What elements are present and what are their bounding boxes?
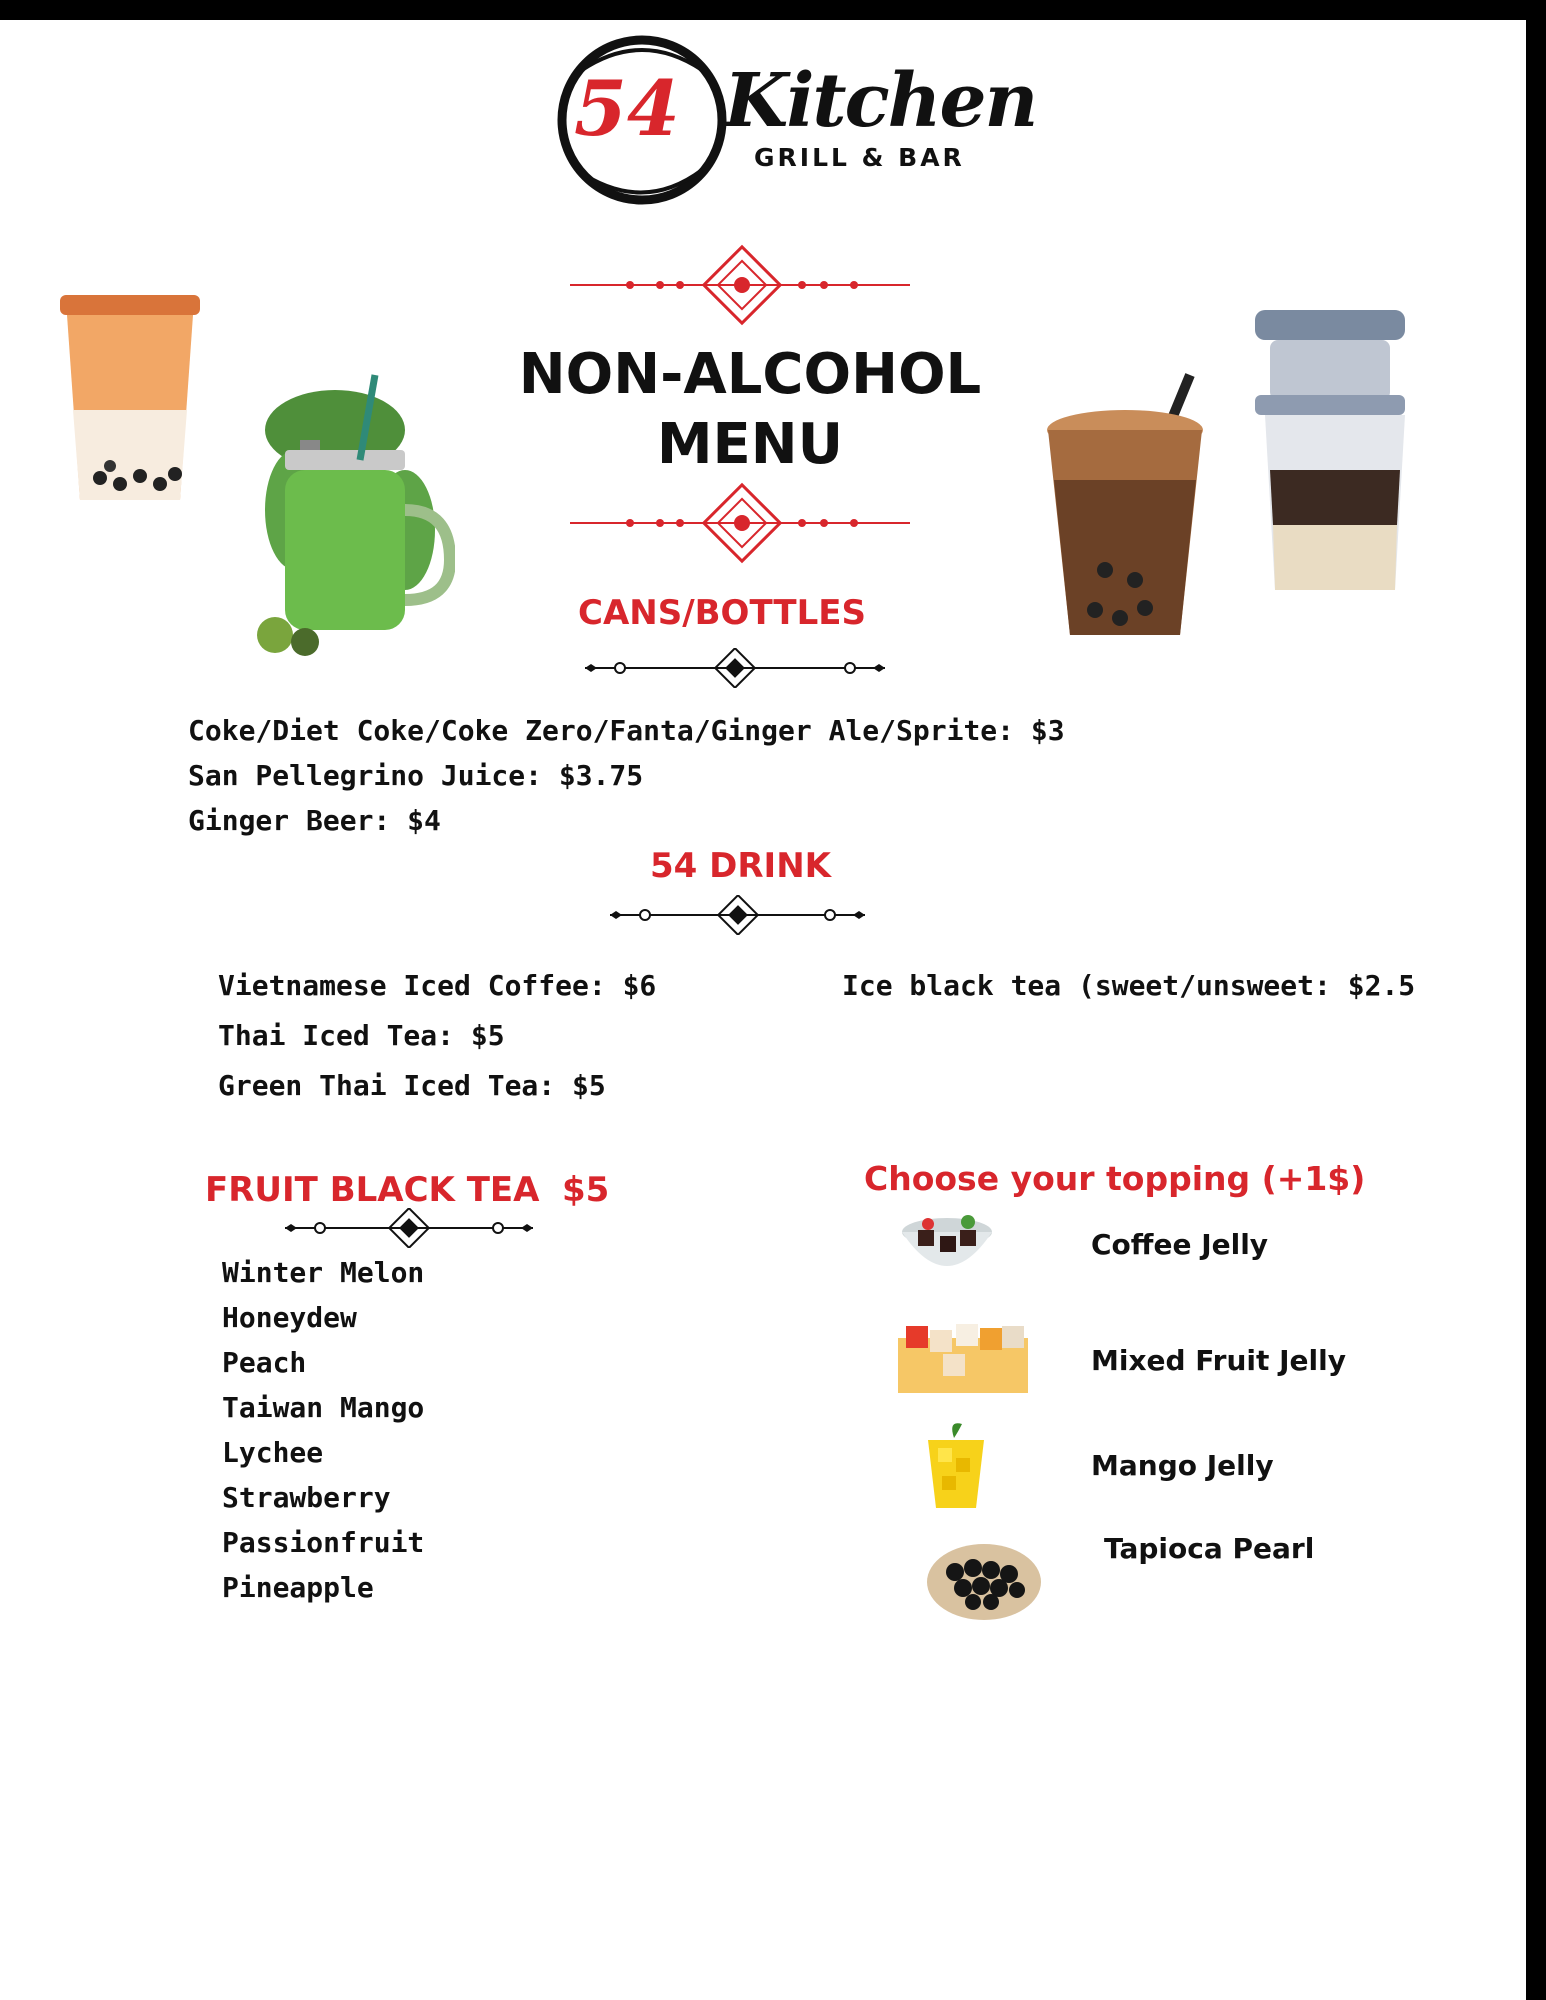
- logo: [552, 30, 1037, 210]
- mango-jelly-icon: [924, 1418, 988, 1514]
- cans-item: Coke/Diet Coke/Coke Zero/Fanta/Ginger Ale/Sprite: $3: [188, 714, 1065, 747]
- cans-item-list: [188, 708, 1065, 843]
- fruit-tea-item: Pineapple: [222, 1571, 374, 1604]
- ornament-divider-fruit-tea: [285, 1208, 533, 1248]
- page-frame-top: [0, 0, 1546, 20]
- topping-label: Tapioca Pearl: [1104, 1532, 1315, 1565]
- page-frame-right: [1526, 0, 1546, 2000]
- page-title-line2: MENU: [656, 412, 844, 477]
- section-heading-fruit-tea: FRUIT BLACK TEA: [205, 1170, 540, 1210]
- tapioca-pearl-icon: [925, 1532, 1043, 1624]
- fruit-tea-item: Lychee: [222, 1436, 324, 1469]
- cans-item: Ginger Beer: $4: [188, 804, 441, 837]
- fruit-tea-item: Taiwan Mango: [222, 1391, 425, 1424]
- coffee-jelly-icon: [898, 1210, 996, 1290]
- drink54-item: Green Thai Iced Tea: $5: [218, 1069, 606, 1102]
- logo-name: Kitchen: [724, 58, 1037, 144]
- fruit-tea-price: $5: [562, 1170, 610, 1210]
- drink54-item: Thai Iced Tea: $5: [218, 1019, 505, 1052]
- toppings-heading: Choose your topping (+1$): [864, 1159, 1366, 1198]
- vietnamese-coffee-filter-icon: [1245, 300, 1425, 600]
- green-smoothie-jar-icon: [255, 370, 455, 665]
- drink54-item: Ice black tea (sweet/unsweet: $2.5: [842, 969, 1416, 1002]
- fruit-tea-item: Honeydew: [222, 1301, 357, 1334]
- thai-tea-cup-icon: [55, 290, 205, 510]
- fruit-tea-item: Passionfruit: [222, 1526, 425, 1559]
- page-title: [460, 340, 1040, 480]
- drink54-left-list: [218, 961, 656, 1111]
- ornament-divider-title-bottom: [570, 478, 910, 568]
- drink54-item: Vietnamese Iced Coffee: $6: [218, 969, 657, 1002]
- mixed-fruit-jelly-icon: [898, 1318, 1028, 1393]
- cans-item: San Pellegrino Juice: $3.75: [188, 759, 644, 792]
- ornament-divider-top: [570, 240, 910, 330]
- topping-label: Mango Jelly: [1091, 1449, 1274, 1482]
- page-title-line1: NON-ALCOHOL: [518, 342, 982, 407]
- fruit-tea-item: Peach: [222, 1346, 307, 1379]
- section-heading-54-drink: 54 DRINK: [650, 846, 832, 886]
- boba-milk-tea-cup-icon: [1040, 370, 1210, 645]
- ornament-divider-54-drink: [610, 895, 865, 935]
- topping-label: Coffee Jelly: [1091, 1228, 1269, 1261]
- drink54-right-list: [842, 961, 1415, 1011]
- section-heading-cans: CANS/BOTTLES: [578, 593, 866, 633]
- logo-subtitle: GRILL & BAR: [754, 143, 965, 172]
- logo-number: 54: [574, 64, 680, 153]
- fruit-tea-item: Winter Melon: [222, 1256, 425, 1289]
- ornament-divider-cans: [585, 648, 885, 688]
- fruit-tea-list: [222, 1250, 424, 1610]
- topping-label: Mixed Fruit Jelly: [1091, 1344, 1346, 1377]
- fruit-tea-item: Strawberry: [222, 1481, 391, 1514]
